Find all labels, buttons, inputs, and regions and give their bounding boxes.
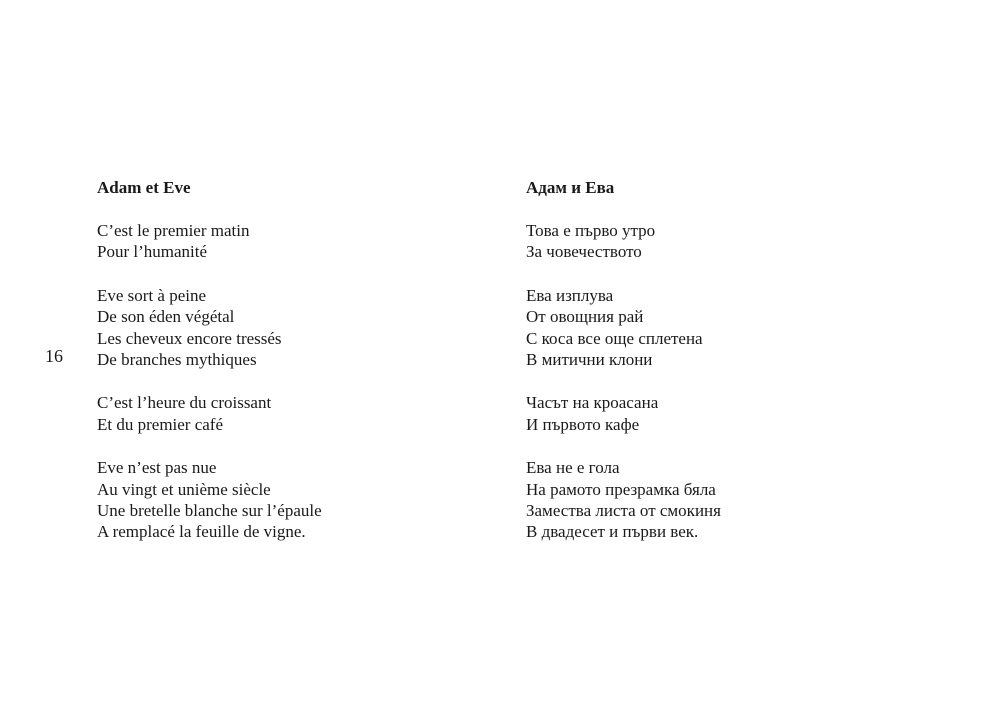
poem-title-bulgarian: Адам и Ева xyxy=(526,178,615,197)
french-poem xyxy=(97,177,497,543)
poem-line: На рамото презрамка бяла xyxy=(526,479,716,499)
poem-line: С коса все още сплетена xyxy=(526,328,703,348)
poem-line: Ева изплува xyxy=(526,285,614,305)
poem-line: Замества листа от смокиня xyxy=(526,501,721,521)
poem-line: Eve sort à peine xyxy=(97,285,207,305)
stanza xyxy=(97,392,497,435)
stanza xyxy=(526,220,926,263)
poem-line: Pour l’humanité xyxy=(97,242,208,262)
stanza xyxy=(526,457,926,543)
poem-line: De branches mythiques xyxy=(97,350,257,370)
poem-line: Une bretelle blanche sur l’épaule xyxy=(97,501,322,521)
bulgarian-poem xyxy=(526,177,926,543)
poem-line: De son éden végétal xyxy=(97,307,235,327)
poem-line: C’est le premier matin xyxy=(97,221,250,240)
page-number: 16 xyxy=(45,346,63,366)
stanza xyxy=(526,392,926,435)
poem-line: Au vingt et unième siècle xyxy=(97,479,271,499)
poem-line: Et du premier café xyxy=(97,414,224,434)
poem-title-french: Adam et Eve xyxy=(97,178,191,197)
poem-line: И първото кафе xyxy=(526,414,640,434)
stanza xyxy=(97,457,497,543)
poem-line: Часът на кроасана xyxy=(526,393,659,413)
poem-line: Това е първо утро xyxy=(526,221,656,240)
poem-line: За човечеството xyxy=(526,242,642,262)
stanza xyxy=(526,285,926,371)
stanza xyxy=(97,285,497,371)
poem-line: Ева не е гола xyxy=(526,458,620,478)
poem-line: От овощния рай xyxy=(526,307,644,327)
poem-line: A remplacé la feuille de vigne. xyxy=(97,522,306,542)
poem-line: Les cheveux encore tressés xyxy=(97,328,282,348)
poem-line: В митични клони xyxy=(526,350,653,370)
stanza xyxy=(97,220,497,263)
poem-line: Eve n’est pas nue xyxy=(97,458,217,478)
poem-line: C’est l’heure du croissant xyxy=(97,393,272,413)
poem-line: В двадесет и първи век. xyxy=(526,522,699,542)
